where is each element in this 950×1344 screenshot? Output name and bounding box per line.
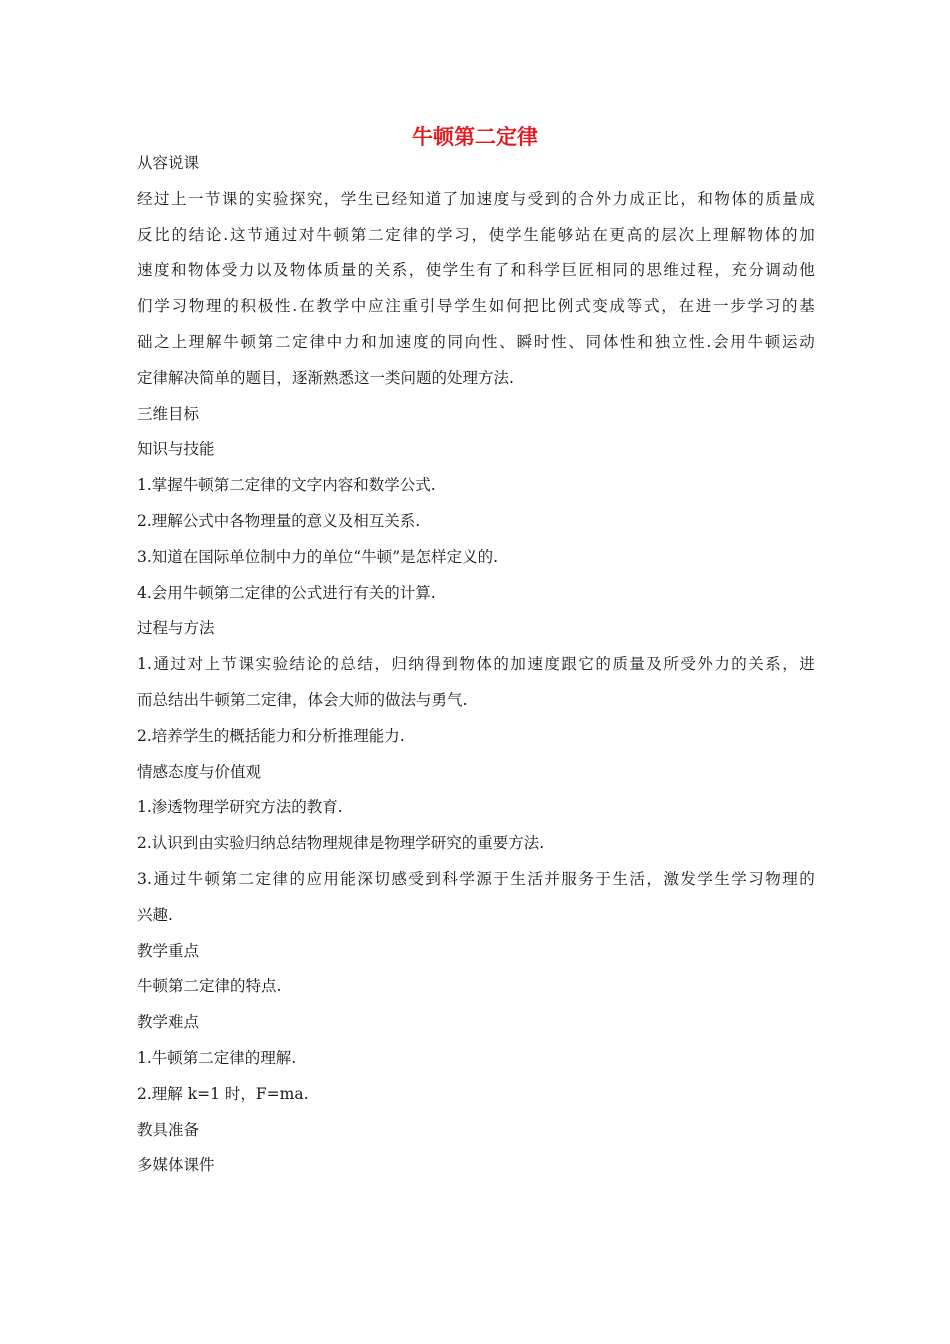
body-line: 经过上一节课的实验探究，学生已经知道了加速度与受到的合外力成正比，和物体的质量成 (137, 189, 815, 208)
body-line: 3.知道在国际单位制中力的单位“牛顿”是怎样定义的. (137, 547, 499, 566)
body-line: 1.渗透物理学研究方法的教育. (137, 798, 343, 817)
body-line: 1.通过对上节课实验结论的总结，归纳得到物体的加速度跟它的质量及所受外力的关系，进 (137, 655, 815, 674)
body-line: 2.认识到由实验归纳总结物理规律是物理学研究的重要方法. (137, 834, 545, 853)
body-line: 过程与方法 (137, 619, 215, 638)
body-line: 三维目标 (137, 404, 200, 423)
body-line: 3.通过牛顿第二定律的应用能深切感受到科学源于生活并服务于生活，激发学生学习物理的 (137, 869, 815, 888)
body-line: 牛顿第二定律的特点. (137, 977, 282, 996)
document-title: 牛顿第二定律 (412, 125, 538, 149)
body-line: 础之上理解牛顿第二定律中力和加速度的同向性、瞬时性、同体性和独立性.会用牛顿运动 (137, 332, 815, 351)
body-line: 2.理解公式中各物理量的意义及相互关系. (137, 511, 421, 530)
body-line: 教学难点 (137, 1013, 200, 1032)
body-line: 们学习物理的积极性.在教学中应注重引导学生如何把比例式变成等式，在进一步学习的基 (137, 297, 815, 316)
body-line: 而总结出牛顿第二定律，体会大师的做法与勇气. (137, 690, 468, 709)
body-line: 多媒体课件 (137, 1156, 215, 1175)
body-line: 教学重点 (137, 941, 200, 960)
document-body (137, 150, 815, 1184)
body-line: 定律解决简单的题目，逐渐熟悉这一类问题的处理方法. (137, 368, 514, 387)
body-line: 教具准备 (137, 1120, 200, 1139)
body-line: 2.理解 k=1 时，F=ma. (137, 1084, 309, 1103)
body-line: 4.会用牛顿第二定律的公式进行有关的计算. (137, 583, 436, 602)
body-line: 情感态度与价值观 (137, 762, 262, 781)
body-line: 知识与技能 (137, 440, 215, 459)
body-line: 2.培养学生的概括能力和分析推理能力. (137, 726, 405, 745)
body-line: 1.掌握牛顿第二定律的文字内容和数学公式. (137, 476, 436, 495)
body-line: 反比的结论.这节通过对牛顿第二定律的学习，使学生能够站在更高的层次上理解物体的加 (137, 225, 815, 244)
body-line: 1.牛顿第二定律的理解. (137, 1048, 297, 1067)
body-line: 兴趣. (137, 905, 173, 924)
body-line: 速度和物体受力以及物体质量的关系，使学生有了和科学巨匠相同的思维过程，充分调动他 (137, 261, 815, 280)
body-line: 从容说课 (137, 154, 200, 172)
